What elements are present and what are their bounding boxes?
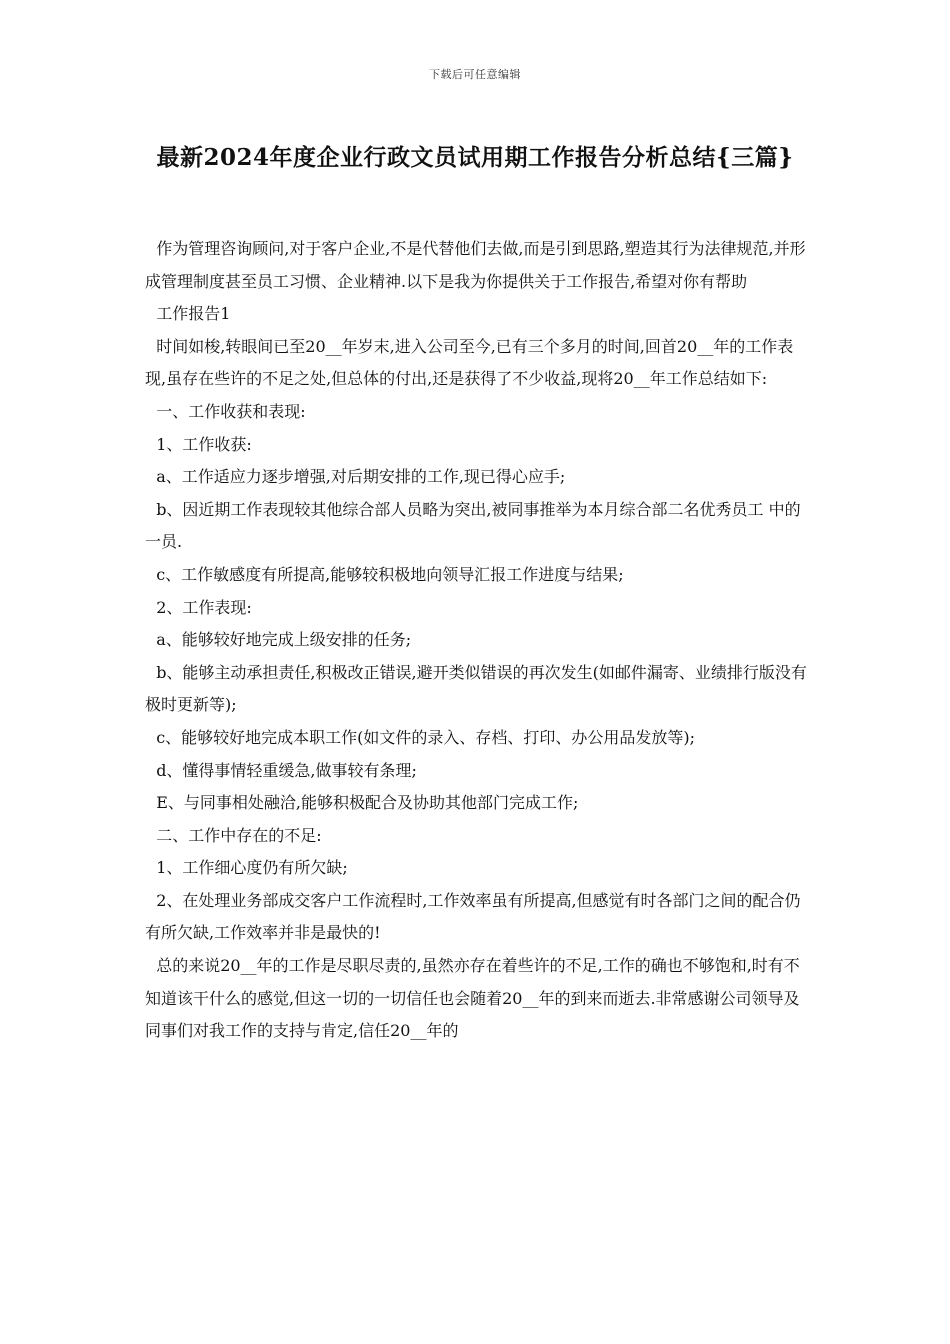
subsection-heading: 1、工作收获: [156,434,252,454]
subsection-heading: 2、工作表现: [156,597,252,617]
header-note: 下载后可任意编辑 [429,68,521,81]
section-heading: 一、工作收获和表现: [156,401,306,421]
list-item: 1、工作细心度仍有所欠缺; [156,858,348,878]
list-item: b、能够主动承担责任,积极改正错误,避开类似错误的再次发生(如邮件漏寄、业绩排行版没有极时更新等); [145,662,807,715]
list-item: d、懂得事情轻重缓急,做事较有条理; [156,760,417,780]
list-item: a、工作适应力逐步增强,对后期安排的工作,现已得心应手; [156,467,566,487]
list-item: 2、在处理业务部成交客户工作流程时,工作效率虽有所提高,但感觉有时各部门之间的配合仍有所欠缺,工作效率并非是最快的! [145,890,801,943]
list-item: c、能够较好地完成本职工作(如文件的录入、存档、打印、办公用品发放等); [156,727,696,747]
summary-paragraph: 总的来说20__年的工作是尽职尽责的,虽然亦存在着些许的不足,工作的确也不够饱和,时有不知道该干什么的感觉,但这一切的一切信任也会随着20__年的到来而逝去.非常感谢公司领导及同事们对我工作的支持与肯定,信任20__年的 [145,956,800,1041]
list-item: b、因近期工作表现较其他综合部人员略为突出,被同事推举为本月综合部二名优秀员工 中的一员. [145,499,801,552]
section-heading-report-1: 工作报告1 [156,304,231,324]
list-item: c、工作敏感度有所提高,能够较积极地向领导汇报工作进度与结果; [156,564,624,584]
document-body [145,233,810,1048]
paragraph: 时间如梭,转眼间已至20__年岁末,进入公司至今,已有三个多月的时间,回首20__年的工作表现,虽存在些许的不足之处,但总体的付出,还是获得了不少收益,现将20__年工作总结如下: [145,336,794,389]
section-heading: 二、工作中存在的不足: [156,825,322,845]
list-item: a、能够较好地完成上级安排的任务; [156,630,412,650]
list-item: E、与同事相处融洽,能够积极配合及协助其他部门完成工作; [156,793,579,813]
intro-paragraph: 作为管理咨询顾问,对于客户企业,不是代替他们去做,而是引到思路,塑造其行为法律规范,并形成管理制度甚至员工习惯、企业精神.以下是我为你提供关于工作报告,希望对你有帮助 [145,239,806,291]
document-title: 最新2024年度企业行政文员试用期工作报告分析总结{三篇} [156,144,794,171]
